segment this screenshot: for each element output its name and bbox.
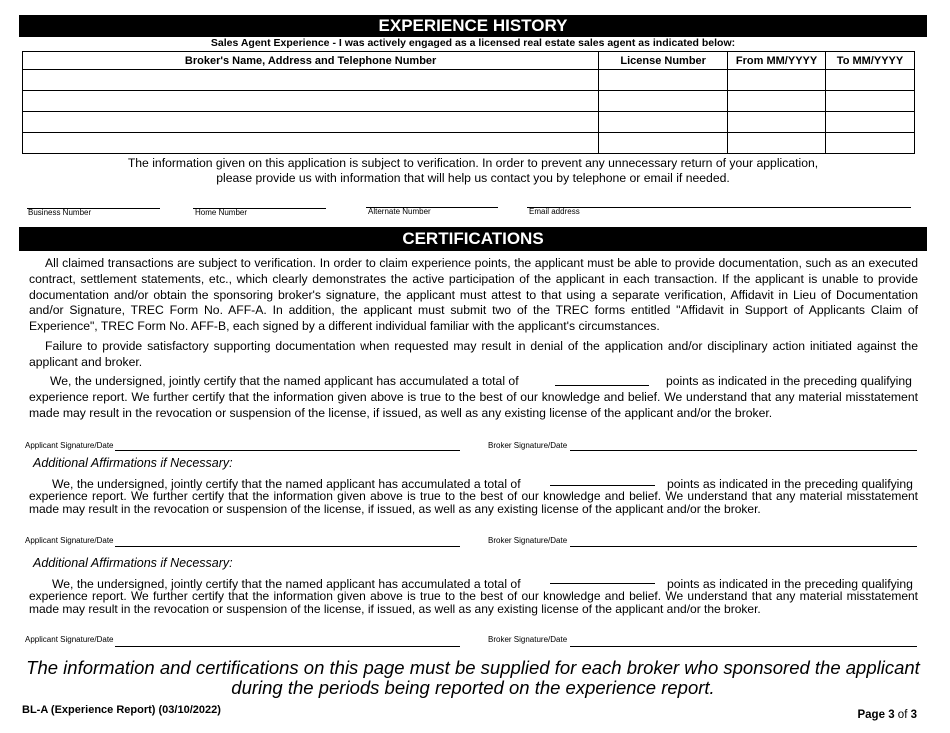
broker-sig-label-2: Broker Signature/Date [488,536,568,545]
experience-history-heading: EXPERIENCE HISTORY [19,15,927,37]
broker-signature-line-3[interactable] [570,646,917,647]
to-date-cell[interactable] [826,112,915,133]
cert-1-pre: We, the undersigned, jointly certify that the named applicant has accumulated a total of [50,374,519,388]
broker-name-cell[interactable] [23,112,599,133]
page-total: 3 [910,709,917,721]
email-address-label: Email address [529,207,580,216]
page-word: Page [857,709,885,721]
col-license-number: License Number [599,52,728,70]
cert-2-body: experience report. We further certify that the information given above is true to the best of our knowledge and belief. We understand that any material misstatement made may result in the revocation or suspension of the license, if issued, as well as any existing license of the applicant and/or the broker. [29,489,918,516]
page-current: 3 [888,709,895,721]
cert-1-body: experience report. We further certify that the information given above is true to the best of our knowledge and belief. We understand that any material misstatement made may result in the revocation or suspension of the license, if issued, as well as any existing license of the applicant and/or the broker. [29,390,918,420]
applicant-sig-label-3: Applicant Signature/Date [25,635,114,644]
from-date-cell[interactable] [728,112,826,133]
experience-table [22,51,915,154]
page-indicator [857,709,917,721]
footer-note-line-1: The information and certifications on this page must be supplied for each broker who sponsored the applicant [26,657,920,678]
verification-note [19,156,927,185]
to-date-cell[interactable] [826,70,915,91]
applicant-signature-line-1[interactable] [115,450,460,451]
email-address-field[interactable] [527,207,911,208]
cert-3-body: experience report. We further certify that the information given above is true to the best of our knowledge and belief. We understand that any material misstatement made may result in the revocation or suspension of the license, if issued, as well as any existing license of the applicant and/or the broker. [29,589,918,616]
cert-2-pre: We, the undersigned, jointly certify that the named applicant has accumulated a total of [52,477,521,491]
home-number-label: Home Number [195,208,248,217]
footer-note [19,658,927,698]
form-identifier: BL-A (Experience Report) (03/10/2022) [22,704,221,716]
cert-3-pre: We, the undersigned, jointly certify that the named applicant has accumulated a total of [52,577,521,591]
col-from-date: From MM/YYYY [728,52,826,70]
to-date-cell[interactable] [826,91,915,112]
alternate-number-label: Alternate Number [368,207,431,216]
cert-3-post: points as indicated in the preceding qualifying [667,577,913,591]
cert-1-post: points as indicated in the preceding qualifying [666,374,912,388]
cert-1-points-field[interactable] [555,385,649,386]
cert-2-points-field[interactable] [550,485,655,486]
certification-paragraph-1: All claimed transactions are subject to verification. In order to claim experience points, the applicant must be able to provide documentation, such as an executed contract, settlement statements, etc., which clearly demonstrates the active participation of the applicant in each transaction. If the applicant is unable to provide documentation and/or obtain the sponsoring broker's signature, the applicant must attest to that using a separate verification, Affidavit in Lieu of Documentation and/or Signature, TREC Form No. AFF-A. In addition, the applicant must submit two of the TREC forms entitled "Affidavit in Support of Applicants Claim of Experience", TREC Form No. AFF-B, each signed by a different individual familiar with the applicant's circumstances. [29,256,918,334]
broker-name-cell[interactable] [23,70,599,91]
col-to-date: To MM/YYYY [826,52,915,70]
from-date-cell[interactable] [728,91,826,112]
broker-name-cell[interactable] [23,133,599,154]
table-row [23,112,915,133]
sales-agent-subheading: Sales Agent Experience - I was actively engaged as a licensed real estate sales agent as indicated below: [210,37,736,49]
license-number-cell[interactable] [599,70,728,91]
additional-affirmations-heading-2: Additional Affirmations if Necessary: [33,556,233,570]
license-number-cell[interactable] [599,91,728,112]
table-row [23,133,915,154]
applicant-signature-line-3[interactable] [115,646,460,647]
cert-2-post: points as indicated in the preceding qualifying [667,477,913,491]
broker-signature-line-2[interactable] [570,546,917,547]
license-number-cell[interactable] [599,112,728,133]
verification-line-2: please provide us with information that will help us contact you by telephone or email if needed. [216,170,730,185]
table-row [23,91,915,112]
footer-note-line-2: during the periods being reported on the experience report. [231,677,715,698]
broker-sig-label-1: Broker Signature/Date [488,441,568,450]
applicant-sig-label-1: Applicant Signature/Date [25,441,114,450]
broker-name-cell[interactable] [23,91,599,112]
certification-paragraph-2: Failure to provide satisfactory supporting documentation when requested may result in denial of the application and/or disciplinary action initiated against the applicant and broker. [29,339,918,369]
from-date-cell[interactable] [728,70,826,91]
col-broker-name: Broker's Name, Address and Telephone Number [23,52,599,70]
broker-signature-line-1[interactable] [570,450,917,451]
additional-affirmations-heading-1: Additional Affirmations if Necessary: [33,456,233,470]
to-date-cell[interactable] [826,133,915,154]
certifications-heading: CERTIFICATIONS [19,227,927,251]
business-number-label: Business Number [28,208,92,217]
broker-sig-label-3: Broker Signature/Date [488,635,568,644]
table-row [23,70,915,91]
applicant-sig-label-2: Applicant Signature/Date [25,536,114,545]
page-of: of [897,709,908,721]
verification-line-1: The information given on this application is subject to verification. In order to prevent any unnecessary return of your application, [127,156,819,170]
from-date-cell[interactable] [728,133,826,154]
cert-3-points-field[interactable] [550,583,655,584]
experience-table-header [23,52,915,70]
license-number-cell[interactable] [599,133,728,154]
applicant-signature-line-2[interactable] [115,546,460,547]
